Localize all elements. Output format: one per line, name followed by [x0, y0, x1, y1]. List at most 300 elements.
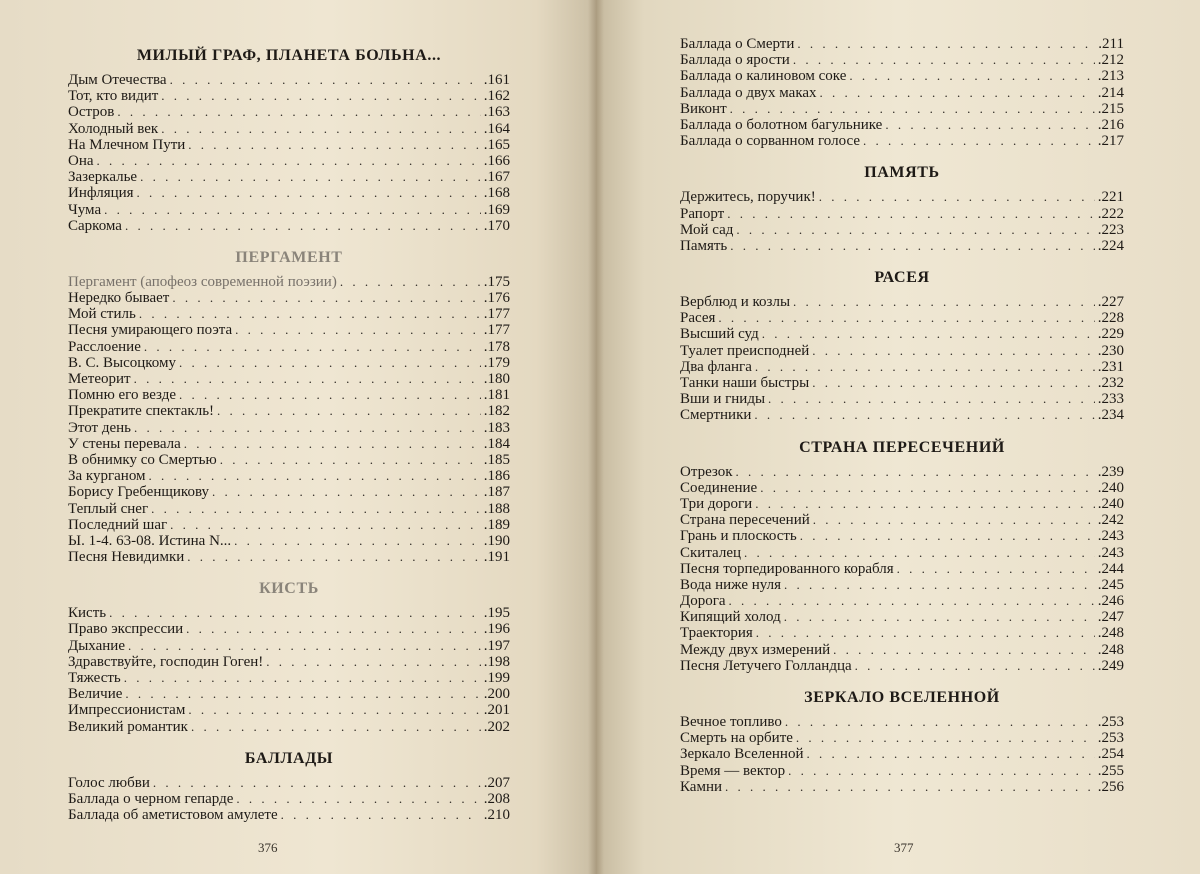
entry-page: .163	[483, 104, 510, 121]
leader-dots	[718, 310, 1094, 326]
leader-dots	[187, 549, 480, 565]
toc-entry[interactable]	[680, 206, 1124, 222]
toc-entry[interactable]	[68, 371, 510, 387]
section-title: БАЛЛАДЫ	[244, 749, 334, 767]
toc-entry[interactable]	[680, 85, 1124, 101]
leader-dots	[744, 545, 1095, 561]
entry-title: Последний шаг	[68, 516, 168, 533]
toc-entry[interactable]	[680, 238, 1124, 254]
section-title: РАСЕЯ	[874, 269, 930, 287]
spacer	[68, 735, 510, 749]
entry-page: .197	[483, 637, 510, 654]
toc-entry[interactable]	[680, 464, 1124, 480]
entry-title: Туалет преисподней	[680, 342, 810, 359]
toc-entry[interactable]	[680, 528, 1124, 544]
leader-dots	[768, 391, 1095, 407]
leader-dots	[819, 189, 1095, 205]
entry-title: Импрессионистам	[68, 702, 186, 719]
leader-dots	[849, 68, 1094, 84]
toc-entry[interactable]	[68, 322, 510, 338]
entry-title: Нередко бывает	[68, 290, 170, 307]
leader-dots	[128, 638, 481, 654]
leader-dots	[170, 517, 481, 533]
toc-entry[interactable]	[68, 420, 510, 436]
leader-dots	[762, 326, 1095, 342]
toc-entry[interactable]	[68, 549, 510, 565]
toc-entry[interactable]	[680, 545, 1124, 561]
toc-entry[interactable]	[680, 561, 1124, 577]
entry-title: Она	[68, 152, 94, 169]
entry-page: .248	[1097, 641, 1124, 658]
entry-page: .164	[483, 120, 510, 137]
leader-dots	[785, 714, 1095, 730]
leader-dots	[863, 133, 1095, 149]
toc-entry[interactable]	[68, 104, 510, 120]
leader-dots	[266, 654, 480, 670]
entry-page: .223	[1097, 221, 1124, 238]
entry-page: .201	[483, 702, 510, 719]
entry-page: .227	[1097, 294, 1124, 311]
leader-dots	[117, 104, 480, 120]
leader-dots	[793, 52, 1095, 68]
toc-section	[68, 46, 510, 234]
entry-title: Величие	[68, 686, 123, 703]
entry-title: Тяжесть	[68, 670, 121, 686]
entry-title: Расея	[680, 310, 716, 327]
toc-entry[interactable]	[68, 775, 510, 791]
toc-section	[680, 36, 1124, 149]
toc-entry[interactable]	[68, 88, 510, 104]
entry-page: .247	[1097, 609, 1124, 626]
leader-dots	[212, 484, 481, 500]
leader-dots	[139, 306, 481, 322]
toc-section	[68, 749, 510, 824]
entry-page: .243	[1097, 544, 1124, 561]
leader-dots	[161, 121, 481, 137]
entry-page: .217	[1097, 133, 1124, 150]
toc-entry[interactable]	[680, 326, 1124, 342]
toc-entry[interactable]	[680, 407, 1124, 423]
entry-title: Зазеркалье	[68, 169, 138, 186]
toc-entry[interactable]	[68, 452, 510, 468]
entry-page: .189	[483, 516, 510, 533]
section-title: МИЛЫЙ ГРАФ, ПЛАНЕТА БОЛЬНА...	[136, 47, 442, 64]
entry-page: .240	[1097, 479, 1124, 496]
toc-entry[interactable]	[68, 202, 510, 218]
toc-entry[interactable]	[68, 501, 510, 517]
entry-page: .244	[1097, 560, 1124, 577]
leader-dots	[784, 609, 1095, 625]
entry-page: .211	[1098, 36, 1124, 52]
leader-dots	[104, 202, 481, 218]
toc-entry[interactable]	[680, 625, 1124, 641]
entry-page: .175	[483, 273, 510, 290]
entry-title: Три дороги	[680, 495, 753, 512]
entry-title: Баллада о калиновом соке	[680, 68, 847, 85]
leader-dots	[833, 642, 1095, 658]
leader-dots	[725, 779, 1095, 795]
spacer	[68, 565, 510, 579]
entry-title: Смертники	[680, 407, 752, 424]
entry-page: .162	[483, 88, 510, 105]
entry-title: Песня торпедированного корабля	[680, 560, 894, 577]
entry-title: Чума	[68, 201, 102, 218]
toc-entry[interactable]	[68, 670, 510, 686]
toc-entry[interactable]	[680, 658, 1124, 674]
entry-page: .190	[483, 532, 510, 549]
toc-entry[interactable]	[68, 274, 510, 290]
entry-page: .230	[1097, 342, 1124, 359]
leader-dots	[736, 464, 1095, 480]
toc-entry[interactable]	[68, 533, 510, 549]
toc-entry[interactable]	[68, 306, 510, 322]
entry-page: .243	[1097, 528, 1124, 545]
entry-title: Зеркало Вселенной	[680, 746, 804, 763]
toc-entry[interactable]	[68, 387, 510, 403]
entry-page: .210	[483, 807, 510, 824]
entry-page: .182	[483, 403, 510, 420]
entry-title: В. С. Высоцкому	[68, 354, 177, 371]
entry-title: Верблюд и козлы	[680, 294, 791, 311]
entry-page: .232	[1097, 375, 1124, 391]
toc-entry[interactable]	[680, 52, 1124, 68]
entry-page: .176	[483, 290, 510, 307]
leader-dots	[812, 343, 1094, 359]
toc-entry[interactable]	[680, 746, 1124, 762]
entry-page: .177	[483, 306, 510, 323]
toc-entry[interactable]	[68, 153, 510, 169]
entry-page: .233	[1097, 391, 1124, 408]
toc-section	[68, 579, 510, 735]
page-number: 376	[258, 840, 278, 855]
toc-entry[interactable]	[680, 496, 1124, 512]
entry-title: Песня Невидимки	[68, 549, 185, 566]
entry-title: Холодный век	[68, 120, 159, 137]
toc-entry[interactable]	[68, 121, 510, 137]
entry-title: Между двух измерений	[680, 641, 831, 658]
entry-title: Смерть на орбите	[680, 730, 793, 747]
entry-title: Песня умирающего поэта	[68, 322, 233, 339]
entry-title: Здравствуйте, господин Гоген!	[68, 653, 264, 670]
entry-page: .167	[483, 169, 510, 186]
leader-dots	[885, 117, 1094, 133]
toc-entry[interactable]	[68, 791, 510, 807]
entry-page: .207	[483, 774, 510, 791]
toc-entry[interactable]	[68, 290, 510, 306]
entry-page: .229	[1097, 326, 1124, 343]
entry-title: Ы. 1-4. 63-08. Истина N...	[68, 532, 232, 549]
toc-entry[interactable]	[68, 702, 510, 718]
leader-dots	[188, 137, 480, 153]
entry-page: .170	[483, 217, 510, 234]
leader-dots	[151, 501, 481, 517]
entry-title: Время — вектор	[680, 762, 786, 779]
leader-dots	[137, 185, 481, 201]
toc-entry[interactable]	[680, 133, 1124, 149]
leader-dots	[134, 420, 481, 436]
leader-dots	[797, 36, 1095, 52]
leader-dots	[125, 686, 480, 702]
entry-title: Баллада о сорванном голосе	[680, 133, 860, 150]
entry-title: У стены перевала	[68, 435, 181, 452]
toc-entry[interactable]	[68, 169, 510, 185]
toc-entry[interactable]	[680, 730, 1124, 746]
entry-title: Песня Летучего Голландца	[680, 657, 852, 674]
toc-entry[interactable]	[680, 36, 1124, 52]
entry-title: Голос любви	[68, 774, 150, 791]
leader-dots	[784, 577, 1095, 593]
section-title: ПАМЯТЬ	[864, 164, 940, 182]
leader-dots	[800, 528, 1095, 544]
entry-page: .231	[1097, 358, 1124, 375]
leader-dots	[736, 222, 1094, 238]
entry-page: .215	[1097, 100, 1124, 117]
leader-dots	[186, 621, 481, 637]
leader-dots	[793, 294, 1095, 310]
right-page	[596, 0, 1200, 874]
toc-entry[interactable]	[68, 137, 510, 153]
right-toc	[680, 36, 1124, 795]
entry-page: .249	[1097, 657, 1124, 674]
entry-page: .179	[483, 354, 510, 371]
leader-dots	[188, 702, 480, 718]
entry-page: .185	[483, 451, 510, 468]
leader-dots	[755, 496, 1095, 512]
entry-title: Высший суд	[680, 326, 759, 343]
entry-title: Мой стиль	[68, 306, 136, 323]
toc-entry[interactable]	[68, 807, 510, 823]
toc-entry[interactable]	[680, 642, 1124, 658]
entry-title: Саркома	[68, 217, 122, 234]
leader-dots	[217, 403, 481, 419]
entry-page: .246	[1097, 593, 1124, 610]
entry-page: .161	[483, 72, 510, 88]
toc-entry[interactable]	[68, 403, 510, 419]
entry-title: Борису Гребенщикову	[68, 484, 210, 501]
toc-entry[interactable]	[680, 310, 1124, 326]
entry-page: .195	[483, 605, 510, 622]
toc-entry[interactable]	[68, 654, 510, 670]
toc-entry[interactable]	[680, 359, 1124, 375]
toc-entry[interactable]	[68, 468, 510, 484]
page-number: 377	[894, 840, 914, 855]
leader-dots	[855, 658, 1095, 674]
entry-page: .254	[1097, 746, 1124, 763]
entry-title: Кисть	[68, 605, 107, 622]
entry-page: .178	[483, 338, 510, 355]
leader-dots	[281, 807, 481, 823]
entry-title: Траектория	[680, 625, 753, 642]
section-title: ЗЕРКАЛО ВСЕЛЕННОЙ	[804, 689, 1000, 706]
leader-dots	[727, 206, 1095, 222]
entry-title: Баллада о двух маках	[680, 84, 817, 101]
toc-entry[interactable]	[68, 218, 510, 234]
toc-entry[interactable]	[68, 436, 510, 452]
entry-title: Баллада о болотном багульнике	[680, 116, 883, 133]
toc-entry[interactable]	[680, 375, 1124, 391]
entry-page: .200	[483, 686, 510, 703]
entry-title: Память	[680, 237, 728, 254]
entry-title: Держитесь, поручик!	[680, 189, 816, 206]
entry-title: Рапорт	[680, 205, 725, 222]
toc-entry[interactable]	[680, 609, 1124, 625]
toc-entry[interactable]	[680, 391, 1124, 407]
entry-title: Дым Отечества	[68, 72, 167, 88]
toc-entry[interactable]	[68, 621, 510, 637]
entry-title: Вода ниже нуля	[680, 576, 781, 593]
entry-page: .202	[483, 718, 510, 735]
toc-entry[interactable]	[680, 577, 1124, 593]
toc-entry[interactable]	[680, 294, 1124, 310]
entry-page: .186	[483, 468, 510, 485]
toc-entry[interactable]	[680, 714, 1124, 730]
entry-page: .248	[1097, 625, 1124, 642]
entry-title: Отрезок	[680, 463, 733, 480]
leader-dots	[124, 670, 481, 686]
entry-page: .168	[483, 185, 510, 202]
leader-dots	[236, 791, 480, 807]
entry-title: Этот день	[68, 419, 132, 436]
left-page	[0, 0, 596, 874]
toc-section	[680, 438, 1124, 674]
entry-page: .169	[483, 201, 510, 218]
toc-entry[interactable]	[680, 512, 1124, 528]
leader-dots	[140, 169, 481, 185]
entry-page: .198	[483, 653, 510, 670]
section-title: СТРАНА ПЕРЕСЕЧЕНИЙ	[799, 438, 1005, 456]
leader-dots	[184, 436, 481, 452]
toc-entry[interactable]	[680, 189, 1124, 205]
leader-dots	[812, 375, 1095, 391]
toc-entry[interactable]	[68, 638, 510, 654]
entry-title: Мой сад	[680, 221, 734, 238]
leader-dots	[755, 359, 1095, 375]
entry-title: Инфляция	[68, 185, 134, 202]
entry-title: Тот, кто видит	[68, 88, 159, 105]
leader-dots	[813, 512, 1095, 528]
entry-title: Метеорит	[68, 371, 131, 387]
entry-title: Баллада о ярости	[680, 52, 790, 69]
entry-title: Грань и плоскость	[680, 528, 797, 545]
leader-dots	[340, 274, 481, 290]
entry-page: .240	[1097, 495, 1124, 512]
leader-dots	[760, 480, 1095, 496]
entry-page: .256	[1097, 778, 1124, 795]
entry-page: .221	[1097, 189, 1124, 206]
entry-page: .253	[1097, 714, 1124, 730]
toc-entry[interactable]	[68, 185, 510, 201]
entry-title: Остров	[68, 104, 115, 121]
section-title: КИСТЬ	[259, 580, 319, 598]
entry-title: Теплый снег	[68, 500, 149, 517]
entry-title: Пергамент (апофеоз современной поэзии)	[68, 273, 337, 290]
leader-dots	[149, 468, 481, 484]
entry-page: .191	[483, 549, 510, 566]
entry-title: Вечное топливо	[680, 714, 782, 730]
entry-page: .222	[1097, 205, 1124, 222]
entry-title: Страна пересечений	[680, 512, 810, 529]
toc-entry[interactable]	[680, 117, 1124, 133]
entry-title: Два фланга	[680, 358, 752, 375]
toc-entry[interactable]	[68, 605, 510, 621]
entry-title: Дыхание	[68, 637, 125, 654]
toc-entry[interactable]	[68, 355, 510, 371]
toc-entry[interactable]	[680, 480, 1124, 496]
left-toc	[68, 46, 510, 823]
toc-section	[680, 268, 1124, 424]
toc-entry[interactable]	[68, 484, 510, 500]
toc-entry[interactable]	[680, 101, 1124, 117]
entry-page: .188	[483, 500, 510, 517]
entry-page: .214	[1097, 84, 1124, 101]
leader-dots	[820, 85, 1095, 101]
toc-entry[interactable]	[68, 517, 510, 533]
entry-title: Кипящий холод	[680, 609, 781, 626]
toc-entry[interactable]	[680, 763, 1124, 779]
toc-entry[interactable]	[68, 339, 510, 355]
leader-dots	[172, 290, 480, 306]
entry-page: .255	[1097, 762, 1124, 779]
entry-title: Дорога	[680, 593, 726, 610]
toc-entry[interactable]	[680, 593, 1124, 609]
leader-dots	[179, 387, 481, 403]
leader-dots	[729, 593, 1095, 609]
toc-entry[interactable]	[680, 222, 1124, 238]
toc-entry[interactable]	[680, 68, 1124, 84]
entry-title: Камни	[680, 778, 723, 795]
leader-dots	[191, 719, 481, 735]
entry-page: .165	[483, 136, 510, 153]
entry-page: .181	[483, 387, 510, 404]
leader-dots	[220, 452, 481, 468]
toc-entry[interactable]	[68, 719, 510, 735]
leader-dots	[179, 355, 481, 371]
leader-dots	[125, 218, 481, 234]
toc-section	[680, 688, 1124, 795]
entry-title: Великий романтик	[68, 718, 188, 735]
entry-page: .183	[483, 419, 510, 436]
entry-page: .239	[1097, 463, 1124, 480]
leader-dots	[897, 561, 1095, 577]
toc-section	[68, 248, 510, 565]
spacer	[68, 234, 510, 248]
entry-page: .166	[483, 152, 510, 169]
leader-dots	[144, 339, 481, 355]
entry-title: Вши и гниды	[680, 391, 766, 408]
leader-dots	[730, 101, 1095, 117]
entry-page: .180	[483, 371, 510, 387]
toc-entry[interactable]	[680, 343, 1124, 359]
leader-dots	[109, 605, 481, 621]
entry-title: Расслоение	[68, 338, 141, 355]
leader-dots	[234, 533, 481, 549]
entry-title: Прекратите спектакль!	[68, 403, 215, 420]
leader-dots	[153, 775, 481, 791]
entry-page: .177	[483, 322, 510, 339]
spacer	[680, 254, 1124, 268]
entry-page: .253	[1097, 730, 1124, 747]
spacer	[680, 674, 1124, 688]
toc-entry[interactable]	[68, 686, 510, 702]
entry-title: В обнимку со Смертью	[68, 451, 217, 468]
entry-title: Виконт	[680, 100, 727, 117]
spacer	[680, 424, 1124, 438]
leader-dots	[756, 625, 1095, 641]
entry-title: Соединение	[680, 479, 758, 496]
spacer	[680, 149, 1124, 163]
toc-entry[interactable]	[680, 779, 1124, 795]
toc-entry[interactable]	[68, 72, 510, 88]
